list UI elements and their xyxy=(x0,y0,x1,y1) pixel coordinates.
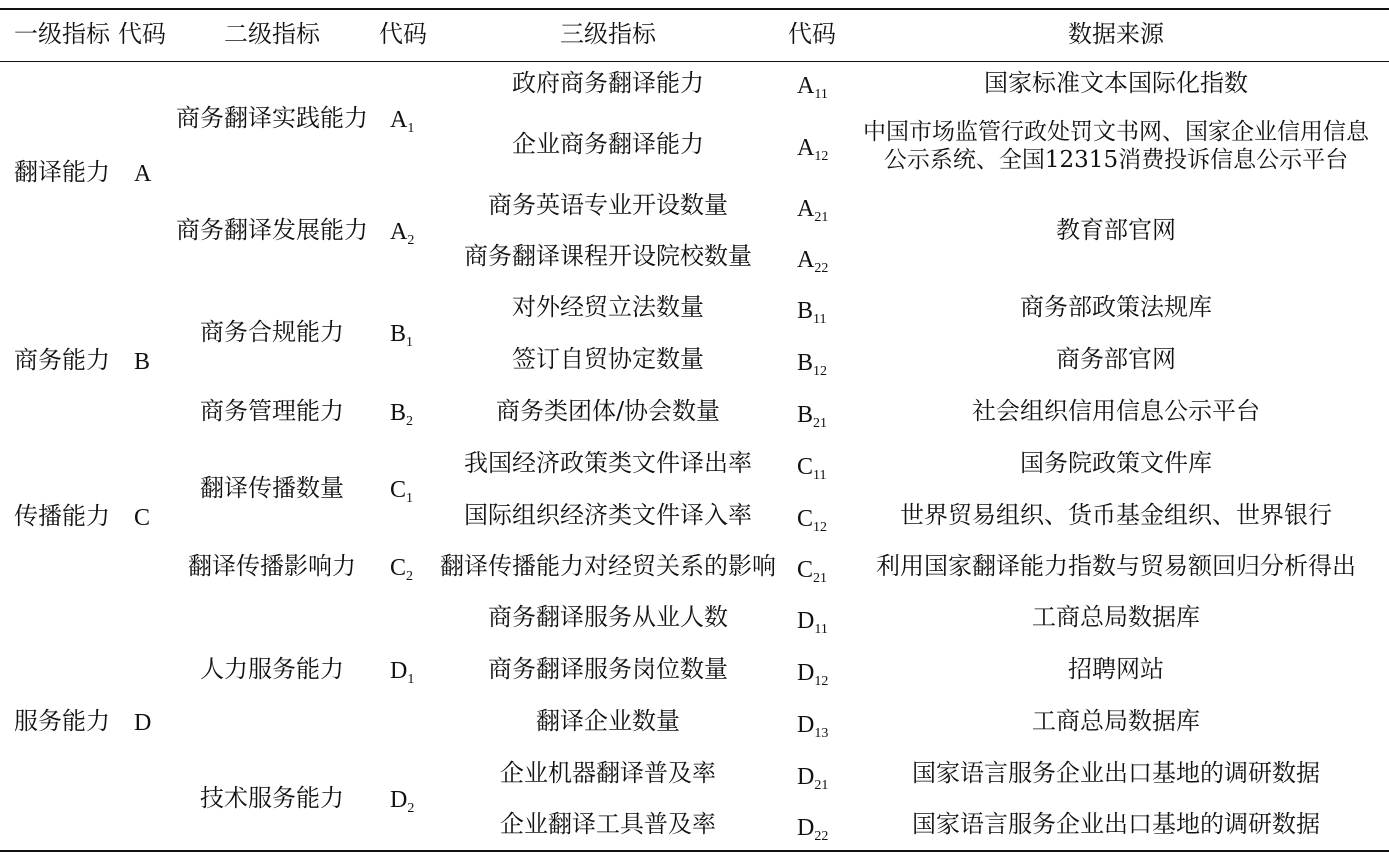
level3-name: 翻译传播能力对经贸关系的影响 xyxy=(440,552,776,580)
level3-code: $B_{12}$ xyxy=(797,350,828,379)
table-bottom-rule xyxy=(0,850,1389,852)
source-cell: 商务部官网 xyxy=(1056,345,1176,373)
level3-code: $C_{11}$ xyxy=(797,454,827,483)
source-cell: 工商总局数据库 xyxy=(1032,707,1200,735)
level3-code: $D_{22}$ xyxy=(797,815,829,844)
header-level1: 一级指标 xyxy=(14,20,110,48)
level2-code-c1: $C_1$ xyxy=(390,477,414,506)
level3-name: 商务类团体/协会数量 xyxy=(495,397,721,425)
level1-name-b: 商务能力 xyxy=(14,346,110,374)
level2-name-b2: 商务管理能力 xyxy=(200,397,344,425)
source-cell: 国家标准文本国际化指数 xyxy=(984,69,1248,97)
level3-code: $D_{11}$ xyxy=(797,608,828,637)
level2-code-b1: $B_1$ xyxy=(390,321,414,350)
level3-name: 对外经贸立法数量 xyxy=(512,293,704,321)
source-cell: 招聘网站 xyxy=(1068,655,1164,683)
level3-name: 我国经济政策类文件译出率 xyxy=(464,449,752,477)
level2-name-a1: 商务翻译实践能力 xyxy=(176,104,368,132)
level3-code: $C_{21}$ xyxy=(797,557,828,586)
level2-name-d2: 技术服务能力 xyxy=(200,784,344,812)
table-header-rule xyxy=(0,61,1389,62)
level3-name: 商务翻译服务从业人数 xyxy=(488,603,728,631)
source-cell: 工商总局数据库 xyxy=(1032,603,1200,631)
source-cell: 世界贸易组织、货币基金组织、世界银行 xyxy=(900,501,1332,529)
level2-name-b1: 商务合规能力 xyxy=(200,318,344,346)
level1-name-d: 服务能力 xyxy=(14,707,110,735)
level3-code: $A_{22}$ xyxy=(797,247,829,276)
level3-code: $B_{21}$ xyxy=(797,402,828,431)
table-top-rule xyxy=(0,8,1389,10)
source-cell: 国家语言服务企业出口基地的调研数据 xyxy=(912,810,1320,838)
source-cell-merged: 教育部官网 xyxy=(1056,216,1176,244)
level3-name: 企业机器翻译普及率 xyxy=(500,759,716,787)
level1-name-a: 翻译能力 xyxy=(14,158,110,186)
level3-name: 商务翻译服务岗位数量 xyxy=(488,655,728,683)
level2-name-d1: 人力服务能力 xyxy=(200,655,344,683)
level2-code-d1: $D_1$ xyxy=(390,658,415,687)
level3-name: 国际组织经济类文件译入率 xyxy=(464,501,752,529)
level3-name: 政府商务翻译能力 xyxy=(512,69,704,97)
source-cell: 商务部政策法规库 xyxy=(1020,293,1212,321)
level3-code: $A_{12}$ xyxy=(797,135,829,164)
level1-code-d: D xyxy=(134,710,152,736)
level3-name: 商务英语专业开设数量 xyxy=(488,191,728,219)
source-cell: 社会组织信用信息公示平台 xyxy=(972,397,1260,425)
level3-code: $A_{11}$ xyxy=(797,73,828,102)
header-code2: 代码 xyxy=(379,20,427,48)
level3-name: 企业翻译工具普及率 xyxy=(500,810,716,838)
level3-code: $D_{12}$ xyxy=(797,660,829,689)
level2-name-c1: 翻译传播数量 xyxy=(200,474,344,502)
level1-code-b: B xyxy=(134,349,151,375)
level2-code-a1: $A_1$ xyxy=(390,107,415,136)
level2-code-a2: $A_2$ xyxy=(390,219,415,248)
source-cell: 国家语言服务企业出口基地的调研数据 xyxy=(912,759,1320,787)
source-cell: 利用国家翻译能力指数与贸易额回归分析得出 xyxy=(876,552,1356,580)
level1-code-c: C xyxy=(134,505,151,531)
level3-code: $B_{11}$ xyxy=(797,298,827,327)
level3-code: $D_{13}$ xyxy=(797,712,829,741)
level2-code-d2: $D_2$ xyxy=(390,787,415,816)
level3-name: 企业商务翻译能力 xyxy=(512,130,704,158)
header-level3: 三级指标 xyxy=(560,20,656,48)
header-code1: 代码 xyxy=(118,20,166,48)
header-source: 数据来源 xyxy=(1068,20,1164,48)
level2-code-b2: $B_2$ xyxy=(390,400,414,429)
source-cell-multiline: 中国市场监管行政处罚文书网、国家企业信用信息 公示系统、全国12315消费投诉信息公示平台 xyxy=(863,119,1369,173)
level3-name: 翻译企业数量 xyxy=(536,707,680,735)
header-level2: 二级指标 xyxy=(224,20,320,48)
level2-name-c2: 翻译传播影响力 xyxy=(188,552,356,580)
level3-code: $D_{21}$ xyxy=(797,764,829,793)
level3-name: 商务翻译课程开设院校数量 xyxy=(464,242,752,270)
level3-name: 签订自贸协定数量 xyxy=(512,345,704,373)
header-code3: 代码 xyxy=(788,20,836,48)
level1-code-a: A xyxy=(134,161,152,187)
source-cell: 国务院政策文件库 xyxy=(1020,449,1212,477)
level3-code: $C_{12}$ xyxy=(797,506,828,535)
level1-name-c: 传播能力 xyxy=(14,502,110,530)
level3-code: $A_{21}$ xyxy=(797,196,829,225)
level2-code-c2: $C_2$ xyxy=(390,555,414,584)
level2-name-a2: 商务翻译发展能力 xyxy=(176,216,368,244)
